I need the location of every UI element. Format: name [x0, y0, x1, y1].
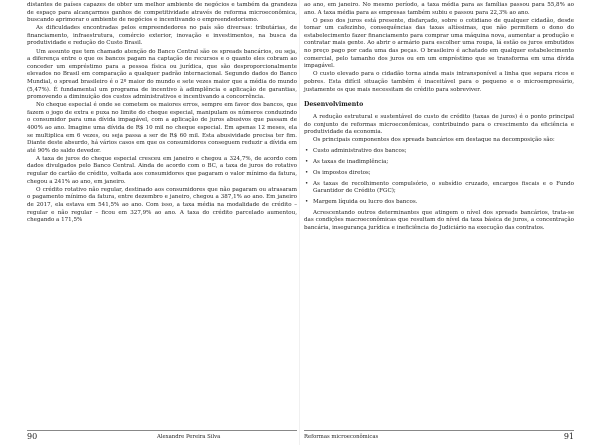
- page-number: 91: [563, 432, 574, 441]
- bullet-list: [304, 148, 574, 206]
- left-paragraph: O crédito rotativo não regular, destinado aos consumidores que não pagaram ou atrasaram o pagamento mínimo da fatura, entre dezembro e janeiro, chegou a 387,1% ao ano. Em janeiro de 2017, ela estava em 541,5% ao ano. Com isso, a taxa média na modalidade de crédito – regular e não regular – ficou em 327,9% ao ano. A taxa do crédito parcelado aumentou, chegando a 171,5%: [27, 186, 297, 224]
- right-page: [304, 0, 574, 445]
- footer-rule: [27, 430, 297, 431]
- bullet-text: Margem líquida ou lucro dos bancos.: [313, 198, 418, 205]
- bullet-dot-icon: •: [305, 148, 309, 155]
- right-paragraph: O peso dos juros está presente, disfarçado, sobre o cotidiano de qualquer cidadão, desde tomar um cafezinho, consequências das taxas altíssimas, que não permitem o dono do estabelecimento fazer financiamento para comprar uma máquina nova, aumentar a produção e contratar mais gente. Ao abrir o armário para escolher uma roupa, lá estão os juros embutidos no preço pago por cada uma das peças. O brasileiro é achatado em qualquer estabelecimento comercial, pelo tamanho dos juros ou em um empréstimo que se transforma em uma dívida impagável.: [304, 17, 574, 70]
- right-text-column: [304, 2, 574, 232]
- left-footer: [27, 432, 297, 442]
- bullet-text: Os impostos diretos;: [313, 169, 371, 176]
- section-title: Desenvolvimento: [304, 101, 364, 109]
- left-paragraph: As dificuldades encontradas pelos empreendedores no país são diversas: tributárias, de financiamento, infraestrutura, comércio exterior, inovação e investimentos, na busca da produtividade e redução do Custo Brasil.: [27, 25, 297, 47]
- bullet-item: [304, 170, 574, 178]
- running-head: Reformas microeconômicas: [304, 434, 379, 440]
- page-number: 90: [27, 432, 38, 441]
- bullet-dot-icon: •: [305, 169, 309, 176]
- right-paragraph: ao ano, em janeiro. No mesmo período, a taxa média para as famílias passou para 55,8% ao ano. A taxa média para as empresas também subiu e passou para 22,3% ao ano.: [304, 2, 574, 16]
- bullet-dot-icon: •: [305, 180, 309, 187]
- bullet-item: [304, 159, 574, 167]
- left-paragraph: distantes de países capazes de obter um melhor ambiente de negócios e também da grandeza de espaço para alcançarmos ganhos de competitividade através de reforma microeconômica, buscando aprimorar o ambiente de negócios e incentivando o empreendedorismo.: [27, 2, 297, 24]
- left-paragraph: No cheque especial é onde se cometem os maiores erros, sempre em favor dos bancos, que fazem o jogo de extra e puxa no limite do cheque especial, manipulam os números conduzindo o consumidor para uma dívida impagável, com a aplicação de juros abusivos que passam de 400% ao ano. Imagine uma dívida de R$ 10 mil no cheque especial. Em apenas 12 meses, ela se multiplica em 6 vezes, ou seja passa a ser de R$ 60 mil. Esta abusividade precisa ter fim. Diante deste absurdo, há vários casos em que os consumidores conseguem reduzir a dívida em até 90% do saldo devedor.: [27, 102, 297, 154]
- left-page: [27, 0, 297, 445]
- bullet-text: As taxas de inadimplência;: [313, 158, 389, 165]
- right-paragraph: O custo elevado para o cidadão torna ainda mais intransponível a linha que separa ricos e pobres. Esta difícil situação também é inaceitável para o pequeno e o microempresário, justamente os que mais necessitam de crédito para sobreviver.: [304, 71, 574, 93]
- bullet-item: [304, 181, 574, 196]
- right-paragraph: Acrescentando outros determinantes que atingem o nível dos spreads bancários, trata-se das condições macroeconômicas que resultam do nível da taxa básica de juros, a concentração bancária, insegurança jurídica e ineficiência do Judiciário na execução das contratos.: [304, 209, 574, 231]
- left-paragraph: A taxa de juros do cheque especial cresceu em janeiro e chegou a 324,7%, de acordo com dados divulgados pelo Banco Central. Ainda de acordo com o BC, a taxa de juros do rotativo regular do cartão de crédito, voltada aos consumidores que pagaram o valor mínimo da fatura, chegou a 241% ao ano, em janeiro.: [27, 155, 297, 185]
- bullet-dot-icon: •: [305, 158, 309, 165]
- bullet-item: [304, 199, 574, 207]
- left-text-column: [27, 2, 297, 225]
- right-paragraph: Os principais componentes dos spreads bancários em destaque na decomposição são:: [313, 137, 555, 144]
- bullet-text: As taxas de recolhimento compulsório, o subsídio cruzado, encargos fiscais e o Fundo Garantidor de Crédito (FGC);: [313, 180, 574, 195]
- footer-rule: [304, 430, 574, 431]
- bullet-item: [304, 148, 574, 156]
- right-footer: [304, 432, 574, 442]
- book-gutter: [299, 0, 300, 445]
- right-paragraph: A redução estrutural e sustentável do custo de crédito (taxas de juros) é o ponto principal do conjunto de reformas microeconômicas, contribuindo para o crescimento da eficiência e produtividade da economia.: [304, 114, 574, 136]
- running-head: Alexandre Pereira Silva: [157, 434, 221, 440]
- left-paragraph: Um assunto que tem chamado atenção do Banco Central são os spreads bancários, ou seja, a diferença entre o que os bancos pagam na captação de recursos e o quanto eles cobram ao conceder um empréstimo para a pessoa física ou jurídica, que são desproporcionalmente elevados no Brasil em comparação a qualquer padrão internacional. Segundo dados do Banco Mundial, o spread brasileiro é o 2º maior do mundo e sete vezes maior que a média do mundo (5,47%). É fundamental um programa de incentivo à adimplência e aplicação de garantias, promovendo a diminuição dos custos administrativos e incentivando a concorrência.: [27, 48, 297, 101]
- bullet-dot-icon: •: [305, 198, 309, 205]
- bullet-text: Custo administrativo dos bancos;: [313, 148, 407, 155]
